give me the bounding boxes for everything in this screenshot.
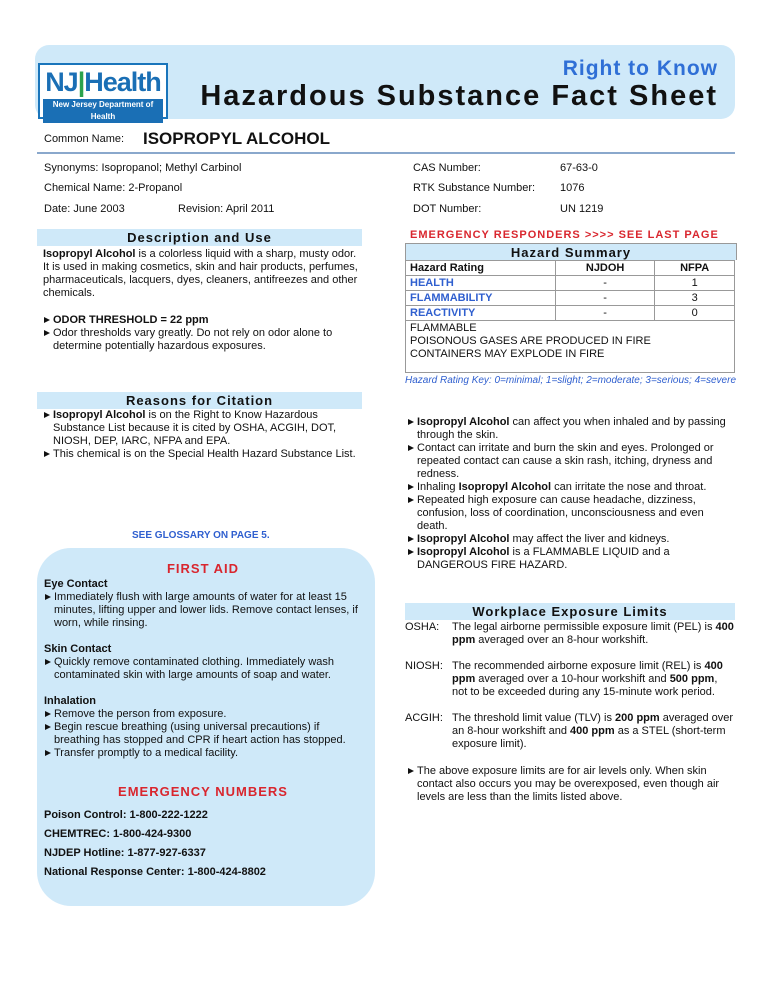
first-aid-section <box>44 561 362 879</box>
cas-number: 67-63-0 <box>560 162 598 174</box>
osha-limit: OSHA: The legal airborne permissible exposure limit (PEL) is 400 ppm averaged over an 8-hour workshift. <box>405 621 734 646</box>
logo-subtitle: New Jersey Department of Health <box>43 99 163 123</box>
common-name-label: Common Name: <box>44 133 125 145</box>
skin-contact-text: Quickly remove contaminated clothing. Immediately wash contaminated skin with large amounts of soap and water. <box>44 656 362 682</box>
inhalation-item: Transfer promptly to a medical facility. <box>44 747 362 760</box>
date: Date: June 2003 <box>44 203 125 215</box>
inhalation-item: Begin rescue breathing (using universal precautions) if breathing has stopped and CPR if heart action has stopped. <box>44 721 362 747</box>
revision: Revision: April 2011 <box>178 203 275 215</box>
phone-chemtrec: CHEMTREC: 1-800-424-9300 <box>44 828 192 840</box>
section-title: Reasons for Citation <box>37 392 362 409</box>
table-row: FLAMMABILITY - 3 <box>406 291 735 306</box>
dot-number: UN 1219 <box>560 203 604 215</box>
phone-poison-control: Poison Control: 1-800-222-1222 <box>44 809 208 821</box>
table-row: REACTIVITY - 0 <box>406 306 735 321</box>
effect-item: Isopropyl Alcohol is a FLAMMABLE LIQUID and a DANGEROUS FIRE HAZARD. <box>407 546 727 572</box>
cas-label: CAS Number: <box>413 162 481 174</box>
right-to-know: Right to Know <box>562 57 718 80</box>
page-title: Hazardous Substance Fact Sheet <box>200 80 718 112</box>
citation-section <box>37 392 362 461</box>
odor-note: Odor thresholds vary greatly. Do not rely on odor alone to determine potentially hazardous exposures. <box>43 327 362 353</box>
hazard-table <box>405 260 735 373</box>
skin-contact-title: Skin Contact <box>44 643 112 655</box>
niosh-limit: NIOSH: The recommended airborne exposure limit (REL) is 400 ppm averaged over a 10-hour workshift and 500 ppm, not to be exceeded during any 15-minute work period. <box>405 660 723 698</box>
hazard-summary-title: Hazard Summary <box>405 243 737 260</box>
description-text: Isopropyl Alcohol is a colorless liquid with a sharp, musty odor. It is used in making cosmetics, skin and hair products, perfumes, pharmaceuticals, lacquers, dyes, cleaners, antifreezes and other chemicals. <box>43 248 358 299</box>
table-header: Hazard Rating NJDOH NFPA <box>406 261 735 276</box>
effect-item: Repeated high exposure can cause headache, dizziness, confusion, loss of coordination, unconsciousness and even death. <box>407 494 727 533</box>
hazard-section <box>405 229 737 386</box>
first-aid-title: FIRST AID <box>166 561 240 576</box>
citation-item: This chemical is on the Special Health Hazard Substance List. <box>43 448 362 461</box>
synonyms: Synonyms: Isopropanol; Methyl Carbinol <box>44 162 242 174</box>
effect-item: Inhaling Isopropyl Alcohol can irritate the nose and throat. <box>407 481 727 494</box>
acgih-limit: ACGIH: The threshold limit value (TLV) is 200 ppm averaged over an 8-hour workshift and 400 ppm as a STEL (short-term exposure limit). <box>405 712 734 750</box>
hazard-key: Hazard Rating Key: 0=minimal; 1=slight; 2=moderate; 3=serious; 4=severe <box>405 375 737 386</box>
citation-item: Isopropyl Alcohol is on the Right to Know Hazardous Substance List because it is cited by OSHA, ACGIH, DOT, NIOSH, DEP, IARC, NFPA and EPA. <box>43 409 362 448</box>
responders-note: EMERGENCY RESPONDERS >>>> SEE LAST PAGE <box>410 229 719 241</box>
exposure-limits <box>405 603 735 804</box>
chemical-name: Chemical Name: 2-Propanol <box>44 182 183 194</box>
inhalation-title: Inhalation <box>44 695 96 707</box>
health-effects <box>407 416 727 572</box>
effect-item: Isopropyl Alcohol can affect you when inhaled and by passing through the skin. <box>407 416 727 442</box>
inhalation-item: Remove the person from exposure. <box>44 708 362 721</box>
table-row: HEALTH - 1 <box>406 276 735 291</box>
rtk-label: RTK Substance Number: <box>413 182 536 194</box>
glossary-link[interactable]: SEE GLOSSARY ON PAGE 5. <box>132 530 270 541</box>
section-title: Description and Use <box>37 229 362 246</box>
eye-contact-title: Eye Contact <box>44 578 108 590</box>
odor-threshold: ODOR THRESHOLD = 22 ppm <box>43 314 362 327</box>
phone-nrc: National Response Center: 1-800-424-8802 <box>44 866 266 878</box>
rtk-number: 1076 <box>560 182 585 194</box>
description-section <box>37 229 362 353</box>
phone-njdep: NJDEP Hotline: 1-877-927-6337 <box>44 847 206 859</box>
common-name: ISOPROPYL ALCOHOL <box>143 129 331 148</box>
dot-label: DOT Number: <box>413 203 482 215</box>
hazard-notes: FLAMMABLE POISONOUS GASES ARE PRODUCED IN FIRE CONTAINERS MAY EXPLODE IN FIRE <box>406 321 735 373</box>
divider <box>37 152 735 154</box>
effect-item: Contact can irritate and burn the skin and eyes. Prolonged or repeated contact can cause a skin rash, itching, dryness and redness. <box>407 442 727 481</box>
nj-health-logo: NJ|Health New Jersey Department of Health <box>38 63 168 119</box>
effect-item: Isopropyl Alcohol may affect the liver and kidneys. <box>407 533 727 546</box>
emergency-title: EMERGENCY NUMBERS <box>118 784 288 799</box>
limits-note: The above exposure limits are for air levels only. When skin contact also occurs you may be overexposed, even though air levels are less than the limits listed above. <box>407 765 735 804</box>
eye-contact-text: Immediately flush with large amounts of water for at least 15 minutes, lifting upper and lower lids. Remove contact lenses, if worn, while rinsing. <box>44 591 362 630</box>
section-title: Workplace Exposure Limits <box>405 603 735 620</box>
